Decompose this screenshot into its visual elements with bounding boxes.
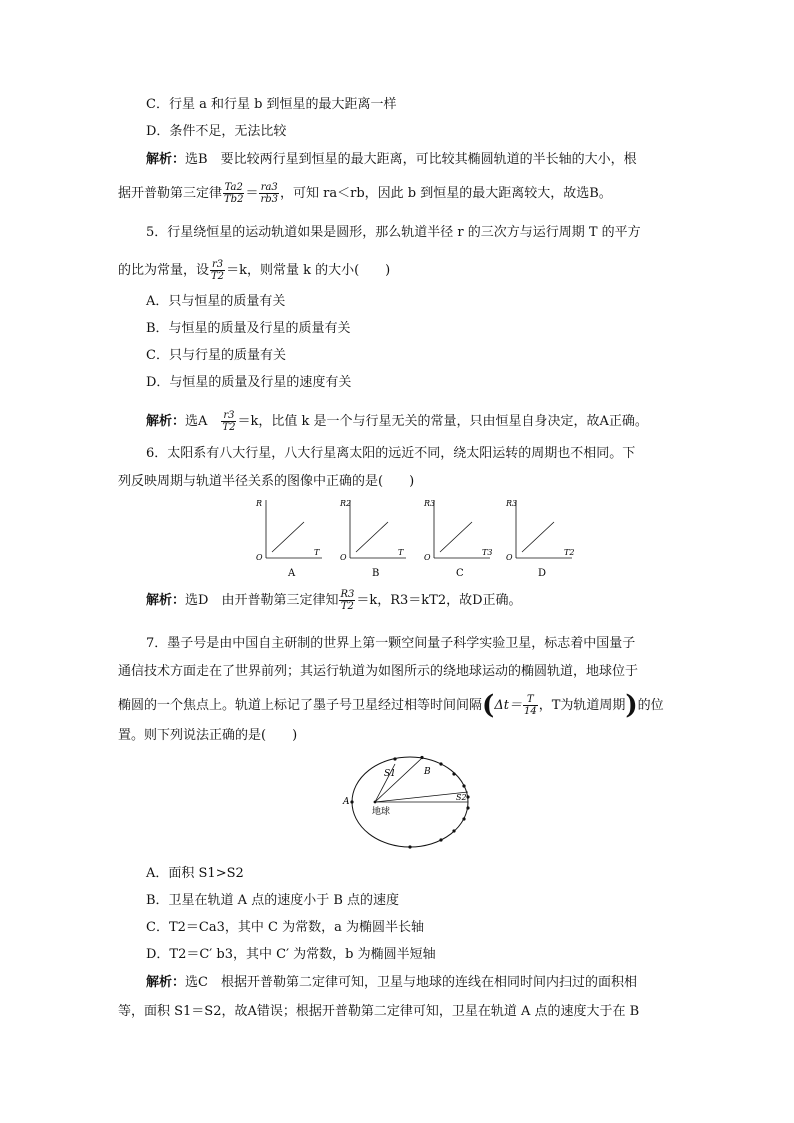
q4-analysis-line1: 解析：选B 要比较两行星到恒星的最大距离，可比较其椭圆轨道的半长轴的大小，根 <box>146 152 637 167</box>
graph-line <box>522 522 554 552</box>
analysis-label: 解析： <box>146 975 186 990</box>
graph-line <box>272 522 304 552</box>
q7-option-d: D．T2＝C′ b3，其中 C′ 为常数，b 为椭圆半短轴 <box>146 947 436 962</box>
orbit-sweep-line-2 <box>375 758 422 802</box>
orbit-label-b: B <box>424 767 431 777</box>
q7-analysis-line2: 等，面积 S1＝S2，故A错误；根据开普勒第二定律可知，卫星在轨道 A 点的速度大于在 B <box>118 1004 640 1019</box>
orbit-sweep-line-3 <box>375 792 468 802</box>
q7-option-b: B．卫星在轨道 A 点的速度小于 B 点的速度 <box>146 893 400 908</box>
q7-stem-line3: 椭圆的一个焦点上。轨道上标记了墨子号卫星经过相等时间间隔(Δt＝ $\frac{T}{14}$ ，T为轨道周期)的位 <box>118 690 664 721</box>
graph-origin-label: O <box>256 553 263 562</box>
q5-option-b: B．与恒星的质量及行星的质量有关 <box>146 321 351 336</box>
graph-option-d <box>505 499 574 579</box>
graph-y-label: R2 <box>340 499 352 508</box>
orbit-point <box>439 762 442 765</box>
earth-point <box>374 801 377 804</box>
analysis-label: 解析： <box>146 152 186 167</box>
q5-option-c: C．只与行星的质量有关 <box>146 348 286 363</box>
orbit-label-s2: S2 <box>456 793 467 802</box>
orbit-point <box>462 817 465 820</box>
orbit-point <box>452 829 455 832</box>
orbit-point <box>420 756 423 759</box>
graph-origin-label: O <box>424 553 431 562</box>
graph-option-b <box>339 499 406 579</box>
q7-orbit-diagram <box>340 752 480 854</box>
q7-interval-fraction: $\frac{T}{14}$ <box>523 694 537 717</box>
kepler-fraction-periods: $\frac{Ta2}{Tb2}$ <box>224 182 244 205</box>
q4-option-d: D．条件不足，无法比较 <box>146 124 287 139</box>
kepler-fraction-radii: $\frac{ra3}{rb3}$ <box>260 182 279 205</box>
orbit-point <box>462 784 465 787</box>
q6-stem-line1: 6．太阳系有八大行星，八大行星离太阳的远近不同，绕太阳运转的周期也不相同。下 <box>146 446 636 461</box>
graph-y-label: R <box>256 499 263 508</box>
q5-analysis-fraction: $\frac{r3}{T2}$ <box>222 410 236 433</box>
orbit-label-earth: 地球 <box>372 807 391 817</box>
q7-option-c: C．T2＝Ca3，其中 C 为常数，a 为椭圆半长轴 <box>146 920 424 935</box>
q7-analysis-line1: 解析：选C 根据开普勒第二定律可知，卫星与地球的连线在相同时间内扫过的面积相 <box>146 975 637 990</box>
graph-caption: A <box>288 568 296 579</box>
q7-stem-line1: 7．墨子号是由中国自主研制的世界上第一颗空间量子科学实验卫星，标志着中国量子 <box>146 636 636 651</box>
graph-caption: B <box>372 568 380 579</box>
orbit-point <box>350 800 353 803</box>
orbit-point <box>466 795 469 798</box>
graph-x-label: T3 <box>482 548 493 557</box>
q5-option-d: D．与恒星的质量及行星的速度有关 <box>146 375 352 390</box>
orbit-label-a: A <box>343 797 350 807</box>
orbit-label-s1: S1 <box>384 769 396 779</box>
graph-line <box>440 522 472 552</box>
orbit-point <box>439 838 442 841</box>
q5-stem-line1: 5．行星绕恒星的运动轨道如果是圆形，那么轨道半径 r 的三次方与运行周期 T 的平方 <box>146 225 641 240</box>
q7-stem-line2: 通信技术方面走在了世界前列；其运行轨道为如图所示的绕地球运动的椭圆轨道，地球位于 <box>118 664 639 679</box>
q6-graph-options <box>250 496 580 580</box>
graph-origin-label: O <box>506 553 513 562</box>
graph-option-a <box>255 499 322 579</box>
analysis-label: 解析： <box>146 414 186 429</box>
orbit-point <box>408 845 411 848</box>
q6-stem-line2: 列反映周期与轨道半径关系的图像中正确的是( ) <box>118 474 415 489</box>
q4-analysis-line2: 据开普勒第三定律 $\frac{Ta2}{Tb2}$ ＝ $\frac{ra3}{rb3}$ ，可知 ra＜rb，因此 b 到恒星的最大距离较大，故选B。 <box>118 182 612 205</box>
graph-line <box>356 522 388 552</box>
orbit-point <box>452 772 455 775</box>
q5-option-a: A．只与恒星的质量有关 <box>146 294 286 309</box>
q5-fraction: $\frac{r3}{T2}$ <box>211 259 225 282</box>
graph-y-label: R3 <box>424 499 436 508</box>
graph-caption: D <box>538 568 547 579</box>
graph-x-label: T <box>314 548 320 557</box>
orbit-point <box>393 757 396 760</box>
graph-caption: C <box>456 568 464 579</box>
graph-x-label: T <box>398 548 404 557</box>
graph-x-label: T2 <box>564 548 575 557</box>
graph-y-label: R3 <box>506 499 518 508</box>
graph-origin-label: O <box>340 553 347 562</box>
q6-analysis-fraction: $\frac{R3}{T2}$ <box>340 589 355 612</box>
q5-analysis: 解析：选A $\frac{r3}{T2}$ ＝k，比值 k 是一个与行星无关的常量，只由恒星自身决定，故A正确。 <box>146 410 648 433</box>
q7-stem-line4: 置。则下列说法正确的是( ) <box>118 728 298 743</box>
orbit-point <box>466 806 469 809</box>
graph-option-c <box>423 499 492 579</box>
q7-option-a: A．面积 S1>S2 <box>146 866 244 881</box>
q4-option-c: C．行星 a 和行星 b 到恒星的最大距离一样 <box>146 97 397 112</box>
analysis-label: 解析： <box>146 593 186 608</box>
q6-analysis: 解析：选D 由开普勒第三定律知 $\frac{R3}{T2}$ ＝k，R3＝kT2，故D正确。 <box>146 589 522 612</box>
q5-stem-line2: 的比为常量，设 $\frac{r3}{T2}$ ＝k，则常量 k 的大小( ) <box>118 259 391 282</box>
